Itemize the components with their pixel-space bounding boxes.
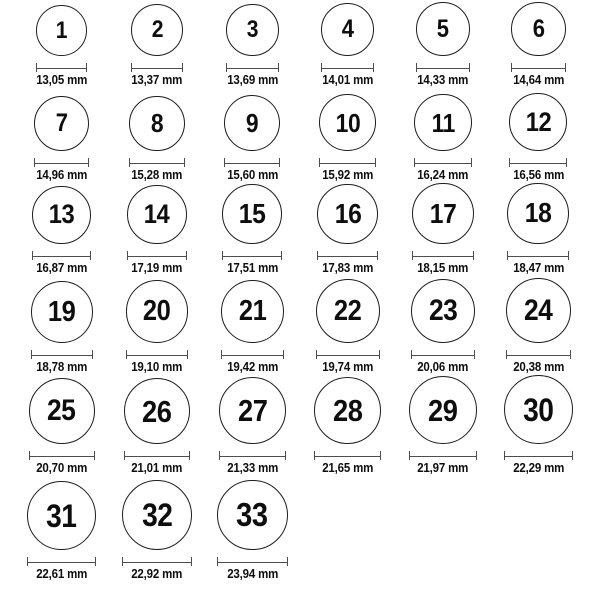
ring-size-number: 21: [238, 295, 267, 327]
diameter-ruler-icon: [126, 350, 189, 359]
ring-circle: [222, 184, 282, 244]
ring-circle: [32, 186, 91, 245]
diameter-label: 18,78 mm: [36, 360, 88, 375]
diameter-ruler-icon: [129, 158, 185, 167]
ring-size-number: 10: [335, 107, 360, 138]
ring-size-number: 31: [46, 497, 77, 534]
diameter-label: 20,70 mm: [36, 461, 88, 476]
ring-size-number: 24: [524, 293, 553, 327]
size-row: [14, 276, 586, 375]
ring-size-cell: [205, 377, 300, 476]
ring-size-number: 28: [332, 392, 363, 428]
diameter-label: 14,01 mm: [322, 73, 374, 88]
ring-size-cell: [109, 280, 204, 375]
ring-size-number: 3: [246, 15, 258, 43]
ring-size-cell: [109, 185, 204, 276]
ring-size-cell: [491, 2, 586, 88]
ring-size-number: 4: [341, 15, 354, 44]
ring-size-number: 15: [239, 198, 266, 230]
diameter-label: 15,92 mm: [322, 168, 374, 183]
diameter-ruler-icon: [511, 63, 566, 72]
ring-size-cell: [395, 183, 490, 276]
diameter-label: 13,69 mm: [226, 73, 278, 88]
size-row: [14, 0, 586, 88]
ring-size-number: 30: [523, 391, 554, 428]
ring-size-number: 2: [151, 16, 163, 44]
ring-circle: [316, 279, 380, 343]
ring-size-cell: [205, 480, 300, 582]
ring-circle: [131, 4, 183, 56]
ring-circle: [219, 377, 286, 444]
diameter-label: 17,83 mm: [322, 261, 374, 276]
ring-circle: [317, 184, 378, 245]
ring-circle: [509, 93, 567, 151]
diameter-label: 20,06 mm: [417, 360, 469, 375]
diameter-label: 22,92 mm: [131, 567, 183, 582]
diameter-label: 20,38 mm: [512, 360, 564, 375]
diameter-label: 18,47 mm: [512, 261, 564, 276]
diameter-ruler-icon: [31, 350, 93, 359]
ring-size-number: 17: [429, 197, 457, 229]
ring-size-cell: [395, 376, 490, 476]
ring-size-cell: [109, 378, 204, 476]
ring-size-number: 25: [47, 394, 76, 428]
ring-circle: [226, 4, 279, 57]
ring-size-cell: [14, 481, 109, 582]
size-row: [14, 476, 586, 582]
ring-size-cell: [395, 279, 490, 375]
ring-size-cell: [109, 4, 204, 88]
diameter-ruler-icon: [32, 251, 91, 260]
ring-size-cell: [300, 94, 395, 183]
ring-size-number: 22: [333, 294, 362, 327]
diameter-ruler-icon: [224, 158, 280, 167]
ring-circle: [221, 280, 285, 344]
diameter-ruler-icon: [504, 451, 573, 460]
diameter-label: 16,24 mm: [417, 168, 469, 183]
diameter-ruler-icon: [316, 350, 380, 359]
diameter-ruler-icon: [414, 158, 472, 167]
diameter-ruler-icon: [217, 557, 288, 566]
ring-circle: [506, 278, 571, 343]
diameter-label: 22,61 mm: [36, 567, 88, 582]
diameter-label: 14,64 mm: [512, 73, 564, 88]
ring-size-cell: [205, 280, 300, 375]
ring-size-number: 11: [431, 107, 455, 138]
size-row: [14, 88, 586, 183]
diameter-ruler-icon: [226, 63, 279, 72]
ring-size-cell: [109, 96, 204, 183]
ring-size-cell: [14, 186, 109, 276]
ring-size-cell: [300, 3, 395, 88]
ring-size-cell: [300, 184, 395, 276]
ring-size-number: 14: [144, 199, 170, 230]
ring-circle: [511, 2, 566, 57]
diameter-label: 17,51 mm: [226, 261, 278, 276]
diameter-label: 19,74 mm: [322, 360, 374, 375]
ring-size-number: 1: [55, 16, 68, 44]
diameter-label: 13,37 mm: [131, 73, 183, 88]
size-row: [14, 375, 586, 476]
diameter-ruler-icon: [317, 251, 378, 260]
ring-size-number: 26: [142, 393, 172, 429]
ring-size-number: 5: [437, 14, 449, 43]
diameter-label: 13,05 mm: [36, 73, 88, 88]
ring-size-number: 33: [236, 496, 269, 534]
diameter-ruler-icon: [509, 158, 567, 167]
size-row: [14, 183, 586, 276]
diameter-ruler-icon: [319, 158, 376, 167]
ring-circle: [34, 96, 89, 151]
diameter-label: 15,60 mm: [226, 168, 278, 183]
ring-circle: [31, 281, 93, 343]
ring-size-number: 9: [246, 108, 259, 139]
ring-size-number: 20: [143, 295, 171, 328]
diameter-label: 14,33 mm: [417, 73, 469, 88]
ring-circle: [122, 480, 192, 550]
size-rows: [14, 0, 586, 582]
ring-size-cell: [491, 278, 586, 375]
ring-size-cell: [14, 96, 109, 183]
ring-circle: [127, 185, 186, 244]
diameter-label: 21,65 mm: [322, 461, 374, 476]
diameter-ruler-icon: [124, 451, 191, 460]
ring-size-cell: [300, 377, 395, 476]
diameter-label: 17,19 mm: [131, 261, 183, 276]
diameter-label: 21,33 mm: [226, 461, 278, 476]
ring-size-cell: [109, 480, 204, 582]
ring-circle: [27, 481, 97, 551]
ring-circle: [321, 3, 374, 56]
ring-size-number: 8: [150, 108, 164, 139]
ring-size-number: 19: [47, 295, 76, 328]
ring-circle: [126, 280, 189, 343]
diameter-ruler-icon: [412, 251, 473, 260]
ring-circle: [129, 96, 185, 152]
ring-circle: [414, 94, 472, 152]
ring-size-cell: [14, 5, 109, 88]
diameter-ruler-icon: [29, 451, 95, 460]
ring-size-number: 13: [48, 199, 75, 230]
ring-size-number: 16: [334, 198, 361, 229]
ring-size-number: 18: [525, 197, 552, 229]
diameter-label: 22,29 mm: [512, 461, 564, 476]
ring-size-number: 7: [55, 109, 68, 138]
diameter-label: 18,15 mm: [417, 261, 469, 276]
diameter-label: 21,01 mm: [131, 461, 183, 476]
diameter-ruler-icon: [221, 350, 285, 359]
diameter-label: 16,87 mm: [36, 261, 88, 276]
diameter-ruler-icon: [411, 350, 476, 359]
diameter-label: 19,42 mm: [226, 360, 278, 375]
ring-circle: [124, 378, 191, 445]
ring-size-cell: [14, 281, 109, 375]
diameter-label: 14,96 mm: [36, 168, 88, 183]
diameter-ruler-icon: [314, 451, 382, 460]
diameter-label: 19,10 mm: [131, 360, 183, 375]
diameter-ruler-icon: [506, 350, 571, 359]
diameter-label: 23,94 mm: [226, 567, 278, 582]
diameter-ruler-icon: [127, 251, 186, 260]
ring-circle: [36, 5, 88, 57]
ring-circle: [314, 377, 382, 445]
diameter-label: 15,28 mm: [131, 168, 183, 183]
diameter-label: 16,56 mm: [512, 168, 564, 183]
ring-size-cell: [205, 184, 300, 276]
diameter-ruler-icon: [122, 557, 192, 566]
diameter-ruler-icon: [222, 251, 282, 260]
ring-size-number: 29: [428, 392, 458, 428]
ring-circle: [319, 94, 376, 151]
ring-size-cell: [205, 95, 300, 183]
diameter-ruler-icon: [321, 63, 374, 72]
diameter-label: 21,97 mm: [417, 461, 469, 476]
diameter-ruler-icon: [507, 251, 569, 260]
ring-circle: [217, 480, 288, 551]
diameter-ruler-icon: [219, 451, 286, 460]
diameter-ruler-icon: [416, 63, 470, 72]
ring-circle: [411, 279, 476, 344]
ring-size-number: 12: [525, 106, 552, 137]
ring-size-number: 27: [237, 393, 268, 429]
ring-size-cell: [491, 93, 586, 183]
diameter-ruler-icon: [36, 63, 88, 72]
ring-circle: [507, 183, 569, 245]
ring-size-number: 32: [141, 497, 173, 534]
ring-size-number: 23: [428, 293, 458, 327]
ring-size-cell: [395, 94, 490, 183]
ring-circle: [416, 2, 470, 56]
ring-size-cell: [205, 4, 300, 88]
diameter-ruler-icon: [27, 557, 97, 566]
ring-size-cell: [395, 2, 490, 88]
diameter-ruler-icon: [409, 451, 477, 460]
ring-circle: [29, 378, 95, 444]
ring-circle: [412, 183, 473, 244]
ring-size-cell: [491, 183, 586, 276]
ring-size-cell: [300, 279, 395, 375]
ring-circle: [504, 375, 573, 444]
ring-circle: [409, 376, 477, 444]
ring-circle: [224, 95, 280, 151]
diameter-ruler-icon: [34, 158, 89, 167]
diameter-ruler-icon: [131, 63, 183, 72]
ring-size-cell: [491, 375, 586, 476]
ring-size-cell: [14, 378, 109, 476]
ring-size-number: 6: [532, 14, 545, 43]
